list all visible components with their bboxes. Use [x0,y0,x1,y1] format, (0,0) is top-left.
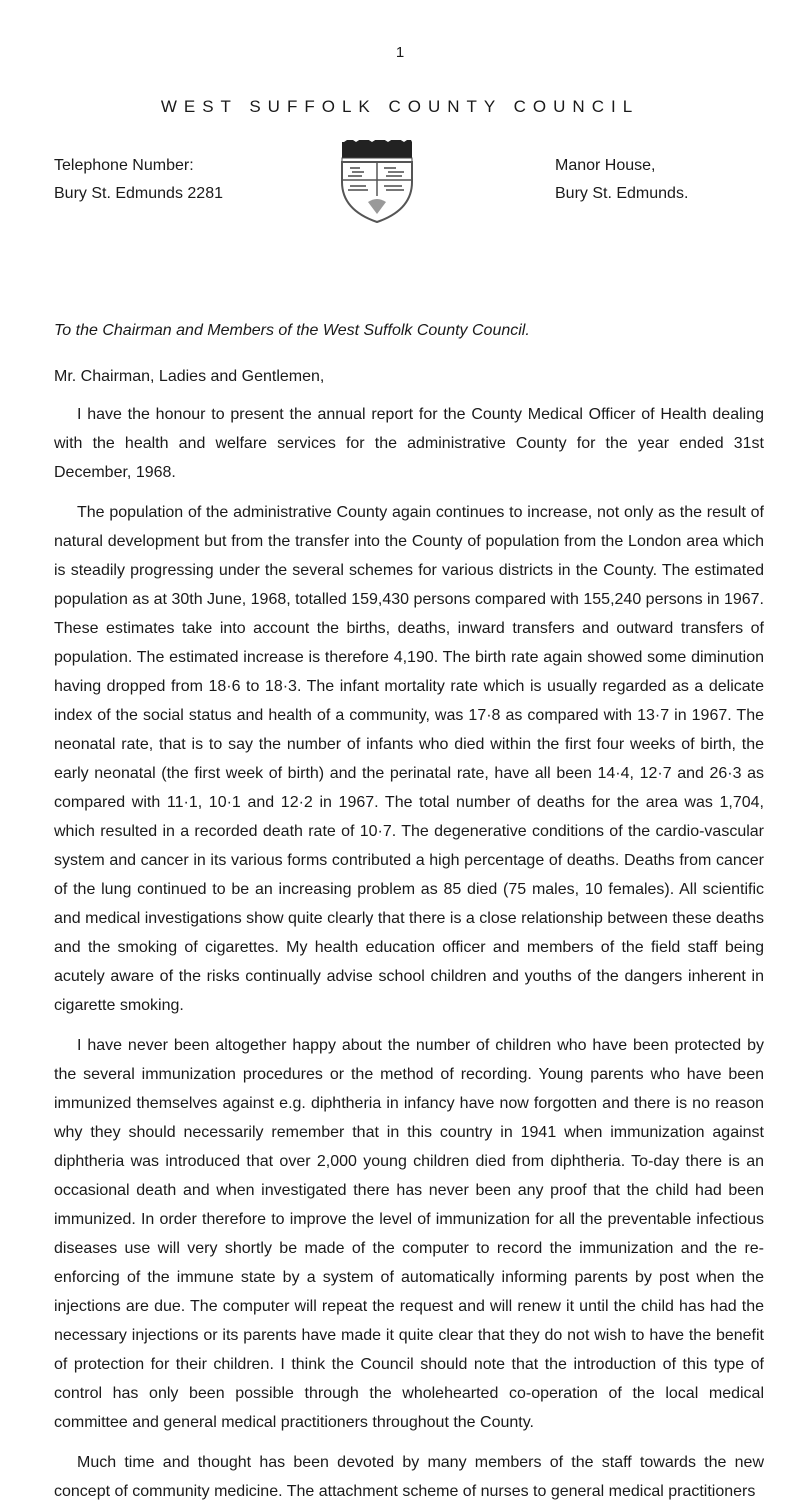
salutation: Mr. Chairman, Ladies and Gentlemen, [54,368,325,385]
address-line-2: Bury St. Edmunds. [555,185,689,202]
county-crest-icon [334,140,420,224]
address-block [555,152,688,208]
paragraph: I have the honour to present the annual report for the County Medical Officer of Health dealing with the health and welfare services for the administrative County for the year ended 31st December, 1968. [54,406,764,481]
council-title: WEST SUFFOLK COUNTY COUNCIL [160,97,640,116]
telephone-block [54,152,223,208]
paragraph: The population of the administrative County again continues to increase, not only as the result of natural development but from the transfer into the County of population from the London area which is steadily progressing under the several schemes for various districts in the County. The estimated population as at 30th June, 1968, totalled 159,430 persons compared with 155,240 persons in 1967. These estimates take into account the births, deaths, inward transfers and outward transfers of population. The estimated increase is therefore 4,190. The birth rate again showed some diminution having dropped from 18·6 to 18·3. The infant mortality rate which is usually regarded as a delicate index of the social status and health of a community, was 17·8 as compared with 13·7 in 1967. The neonatal rate, that is to say the number of infants who died within the first four weeks of birth, the early neonatal (the first week of birth) and the perinatal rate, have all been 14·4, 12·7 and 26·3 as compared with 11·1, 10·1 and 12·2 in 1967. The total number of deaths for the area was 1,704, which resulted in a recorded death rate of 10·7. The degenerative conditions of the cardio-vascular system and cancer in its various forms contributed a high percentage of deaths. Deaths from cancer of the lung continued to be an increasing problem as 85 died (75 males, 10 females). All scientific and medical investigations show quite clearly that there is a close relationship between these deaths and the smoking of cigarettes. My health education officer and members of the field staff being acutely aware of the risks continually advise school children and youths of the dangers inherent in cigarette smoking. [54,504,764,1014]
page-number: 1 [395,44,405,61]
paragraph: Much time and thought has been devoted by many members of the staff towards the new concept of community medicine. The attachment scheme of nurses to general medical practitioners [54,1454,764,1500]
telephone-label: Telephone Number: [54,157,194,174]
report-body [54,400,764,1506]
address-line-1: Manor House, [555,157,656,174]
paragraph: I have never been altogether happy about the number of children who have been protected by the several immunization procedures or the method of recording. Young parents who have been immunized themselves against e.g. diphtheria in infancy have now forgotten and there is no reason why they should necessarily remember that in this country in 1941 when immunization against diphtheria was introduced that over 2,000 young children died from diphtheria. To-day there is an occasional death and when investigated there has never been any proof that the child had been immunized. In order therefore to improve the level of immunization for all the preventable infectious diseases use will very shortly be made of the computer to record the immunization and the re-enforcing of the immune state by a system of automatically informing parents by post when the injections are due. The computer will repeat the request and will renew it until the child has had the necessary injections or its parents have made it quite clear that they do not wish to have the benefit of protection for their children. I think the Council should note that the introduction of this type of control has only been possible through the wholehearted co-operation of the local medical committee and general medical practitioners throughout the County. [54,1037,764,1431]
telephone-number: Bury St. Edmunds 2281 [54,185,223,202]
addressee-line: To the Chairman and Members of the West Suffolk County Council. [54,322,530,339]
